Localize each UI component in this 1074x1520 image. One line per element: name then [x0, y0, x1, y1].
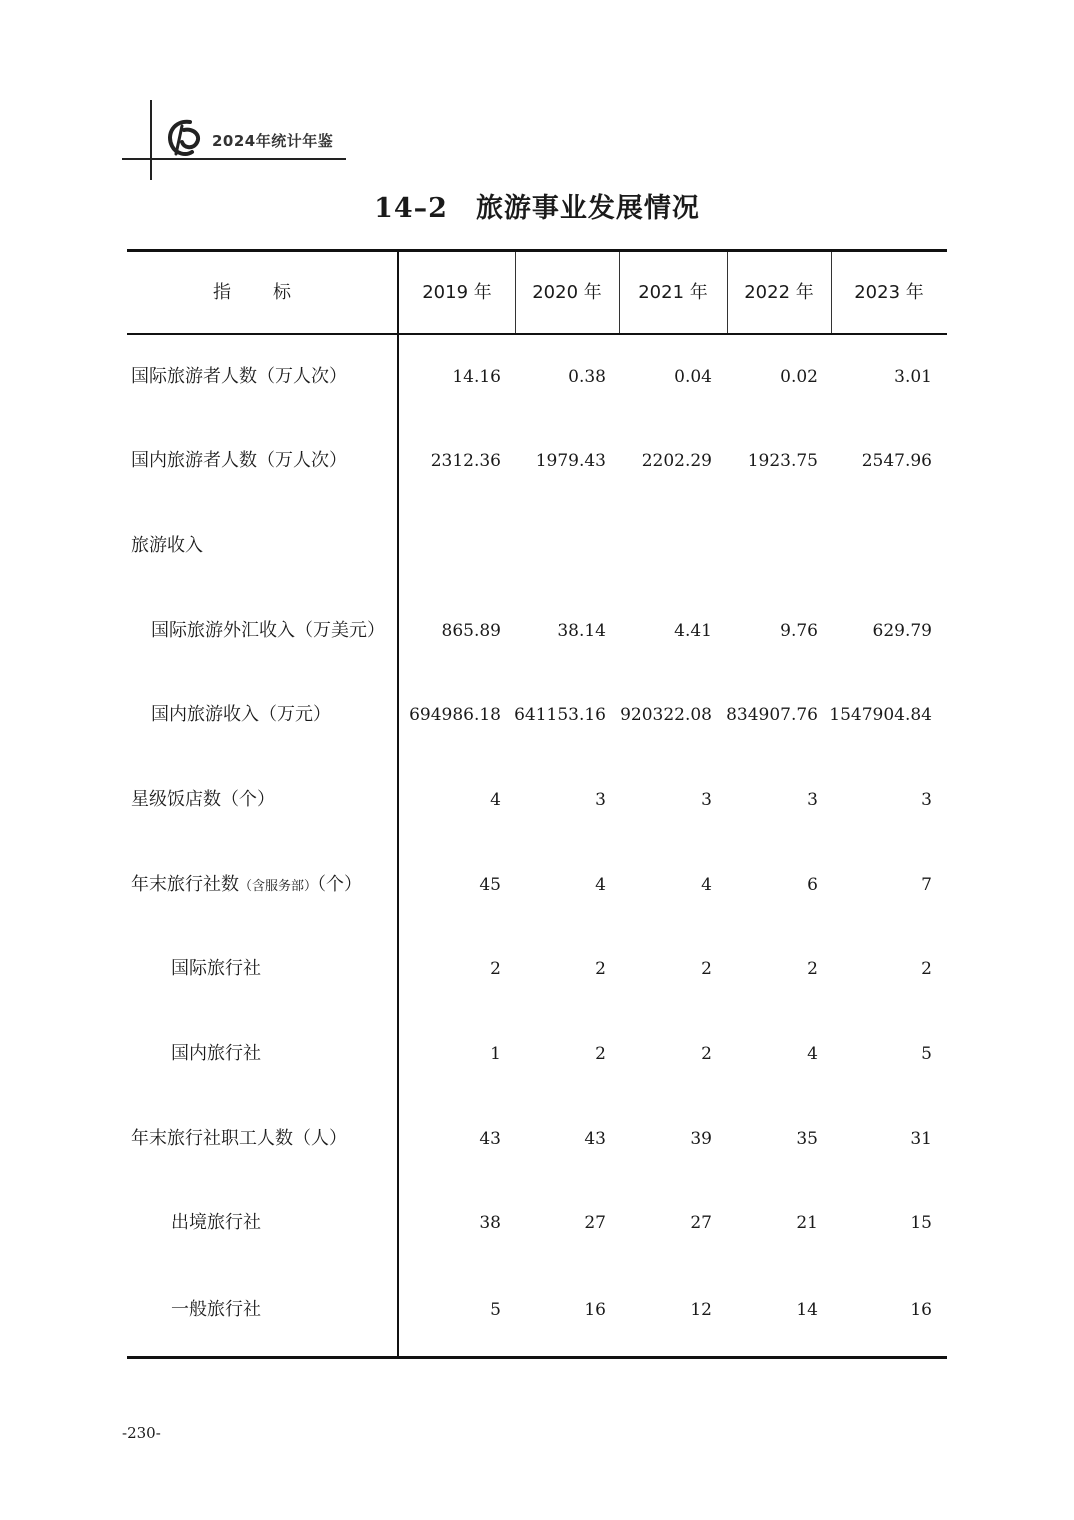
table-cell: 12	[690, 1300, 712, 1320]
table-row	[127, 1097, 947, 1181]
table-cell: 35	[796, 1129, 818, 1149]
table-cell: 4	[701, 875, 712, 895]
table-cell: 7	[921, 875, 932, 895]
table-cell: 2202.29	[641, 451, 712, 471]
table-cell: 0.02	[780, 367, 818, 387]
table-cell: 27	[584, 1213, 606, 1233]
table-cell: 2312.36	[430, 451, 501, 471]
table-cell: 1923.75	[747, 451, 818, 471]
table-row	[127, 335, 947, 419]
table-cell: 834907.76	[726, 705, 818, 725]
row-label-text: 星级饭店数（个）	[131, 789, 275, 810]
table-cell: 31	[910, 1129, 932, 1149]
row-label	[131, 335, 347, 419]
table-cell: 15	[910, 1213, 932, 1233]
row-label-text: 国内旅游收入（万元）	[151, 704, 331, 725]
table-cell	[490, 504, 606, 588]
table-cell: 16	[910, 1300, 932, 1320]
row-label-text: 国内旅行社	[171, 1043, 261, 1064]
table-row	[127, 1012, 947, 1096]
table-cell: 0.38	[568, 367, 606, 387]
table-cell: 27	[690, 1213, 712, 1233]
row-label-text: 国际旅行社	[171, 958, 261, 979]
statistics-logo-icon	[162, 116, 206, 160]
row-label-unit: （个）	[317, 874, 363, 895]
table-cell: 629.79	[872, 621, 932, 641]
table-cell: 3	[807, 790, 818, 810]
row-label-note: （含服务部）	[239, 879, 318, 894]
table-cell: 2547.96	[861, 451, 932, 471]
table-cell	[596, 504, 712, 588]
table-cell: 43	[479, 1129, 501, 1149]
row-label-text: 出境旅行社	[171, 1212, 261, 1233]
table-row	[127, 673, 947, 757]
row-label	[131, 504, 203, 588]
row-label	[131, 843, 362, 927]
column-header-year: 2021 年	[638, 282, 708, 303]
table-row	[127, 419, 947, 503]
table-row	[127, 1268, 947, 1352]
table-cell: 16	[584, 1300, 606, 1320]
table-cell: 2	[595, 959, 606, 979]
column-header-indicator: 指标	[213, 282, 333, 303]
row-label-text: 一般旅行社	[171, 1299, 261, 1320]
table-cell: 38	[479, 1213, 501, 1233]
row-label-text: 国际旅游者人数（万人次）	[131, 366, 347, 387]
row-label-text: 旅游收入	[131, 535, 203, 556]
table-bottom-rule	[127, 1356, 947, 1359]
header-vertical-rule	[150, 100, 152, 180]
table-cell: 920322.08	[620, 705, 712, 725]
row-label	[151, 673, 331, 757]
table-row	[127, 1181, 947, 1265]
row-label-text: 国际旅游外汇收入（万美元）	[151, 620, 385, 641]
row-label-text: 年末旅行社职工人数（人）	[131, 1128, 347, 1149]
table-cell: 14	[796, 1300, 818, 1320]
header-horizontal-rule	[122, 158, 346, 160]
table-row	[127, 589, 947, 673]
page-title	[0, 186, 1074, 225]
row-label	[131, 758, 275, 842]
table-cell: 865.89	[441, 621, 501, 641]
row-label	[171, 1181, 261, 1265]
column-header-year: 2020 年	[532, 282, 602, 303]
header-column-separator	[831, 252, 832, 333]
table-header-row	[127, 252, 947, 333]
table-cell: 2	[701, 959, 712, 979]
table-cell: 3	[595, 790, 606, 810]
page-number: -230-	[122, 1424, 161, 1442]
table-cell: 2	[807, 959, 818, 979]
column-header-year: 2019 年	[422, 282, 492, 303]
table-row	[127, 843, 947, 927]
table-cell: 21	[796, 1213, 818, 1233]
table-cell: 1547904.84	[829, 705, 932, 725]
table-cell	[702, 504, 818, 588]
table-cell: 2	[490, 959, 501, 979]
yearbook-title: 2024年统计年鉴	[212, 132, 334, 150]
table-cell: 45	[479, 875, 501, 895]
yearbook-header	[0, 0, 1074, 190]
table-cell: 6	[807, 875, 818, 895]
row-label	[171, 1268, 261, 1352]
table-row	[127, 758, 947, 842]
table-cell: 1979.43	[535, 451, 606, 471]
table-cell: 641153.16	[514, 705, 606, 725]
table-cell	[816, 504, 932, 588]
table-cell: 3.01	[894, 367, 932, 387]
table-cell: 4.41	[674, 621, 712, 641]
table-row	[127, 927, 947, 1011]
table-cell: 2	[701, 1044, 712, 1064]
row-label-text: 国内旅游者人数（万人次）	[131, 450, 347, 471]
table-cell: 2	[921, 959, 932, 979]
table-cell: 5	[490, 1300, 501, 1320]
column-header-year: 2022 年	[744, 282, 814, 303]
table-cell: 3	[701, 790, 712, 810]
row-label	[171, 1012, 261, 1096]
table-title: 旅游事业发展情况	[475, 193, 700, 224]
row-label-text: 年末旅行社数	[131, 874, 239, 895]
column-header-year: 2023 年	[854, 282, 924, 303]
table-cell: 43	[584, 1129, 606, 1149]
table-cell: 3	[921, 790, 932, 810]
table-cell: 4	[807, 1044, 818, 1064]
header-column-separator	[619, 252, 620, 333]
row-label	[151, 589, 385, 673]
header-column-separator	[515, 252, 516, 333]
table-cell: 4	[490, 790, 501, 810]
table-cell: 14.16	[452, 367, 501, 387]
table-cell: 1	[490, 1044, 501, 1064]
table-cell: 2	[595, 1044, 606, 1064]
row-label	[131, 419, 347, 503]
table-cell: 0.04	[674, 367, 712, 387]
table-cell: 38.14	[557, 621, 606, 641]
table-cell: 9.76	[780, 621, 818, 641]
row-label	[171, 927, 261, 1011]
table-cell: 39	[690, 1129, 712, 1149]
table-cell: 694986.18	[409, 705, 501, 725]
table-row	[127, 504, 947, 588]
table-cell: 4	[595, 875, 606, 895]
table-cell: 5	[921, 1044, 932, 1064]
header-column-separator	[727, 252, 728, 333]
row-label	[131, 1097, 347, 1181]
table-cell	[385, 504, 501, 588]
table-number: 14–2	[374, 193, 448, 224]
